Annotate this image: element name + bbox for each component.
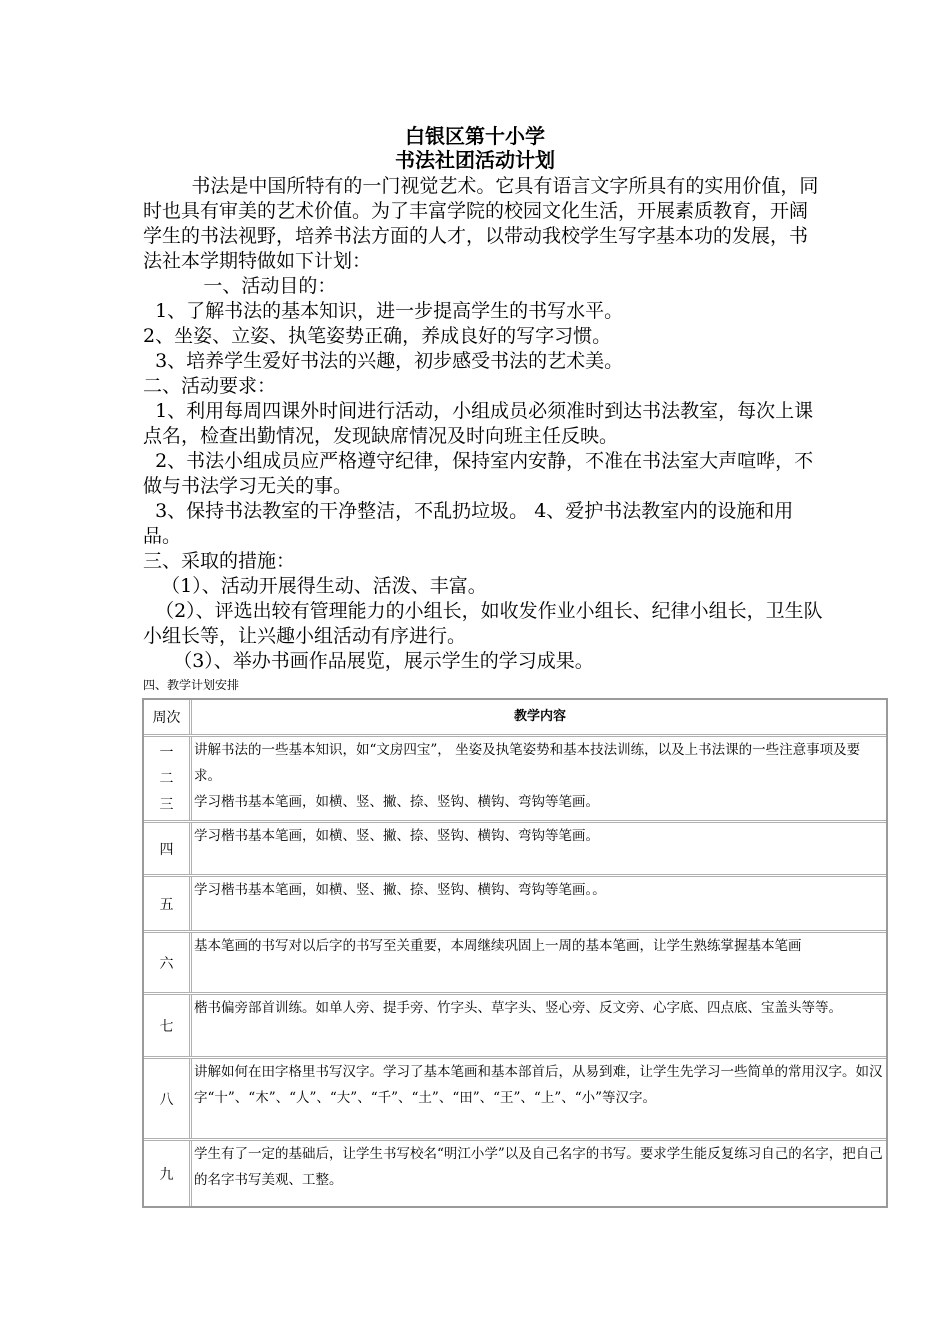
table-header-row	[144, 700, 886, 734]
teaching-plan-table	[142, 698, 888, 1208]
paragraph: 书法是中国所特有的一门视觉艺术。它具有语言文字所具有的实用价值，同时也具有审美的艺术价值。为了丰富学院的校园文化生活，开展素质教育，开阔学生的书法视野，培养书法方面的人才，以带动我校学生写字基本功的发展，书法社本学期特做如下计划：	[143, 175, 819, 272]
content-cell: 讲解书法的一些基本知识，如“文房四宝”， 坐姿及执笔姿势和基本技法训练，以及上书法课的一些注意事项及要求。 学习楷书基本笔画，如横、竖、撇、捺、竖钩、横钩、弯钩等笔画。	[194, 742, 861, 810]
paragraph: 2、书法小组成员应严格遵守纪律，保持室内安静，不准在书法室大声喧哗，不做与书法学习无关的事。	[143, 450, 814, 497]
school-title: 白银区第十小学	[405, 124, 545, 148]
paragraph: 一、活动目的：	[143, 275, 337, 297]
week-label: 一	[159, 744, 174, 761]
table-row	[144, 992, 886, 1056]
table-row	[144, 1056, 886, 1138]
header-week: 周次	[144, 700, 192, 734]
plan-table-heading: 四、教学计划安排	[143, 678, 240, 692]
week-cell: 五	[144, 877, 192, 930]
paragraph: 1、了解书法的基本知识，进一步提高学生的书写水平。	[143, 300, 624, 322]
paragraph: 3、保持书法教室的干净整洁，不乱扔垃圾。 4、爱护书法教室内的设施和用品。	[143, 500, 794, 547]
plan-body	[143, 174, 823, 674]
paragraph: 三、采取的措施：	[143, 550, 296, 572]
content-cell: 楷书偏旁部首训练。如单人旁、提手旁、竹字头、草字头、竖心旁、反文旁、心字底、四点底、宝盖头等等。	[194, 1000, 842, 1016]
table-row	[144, 874, 886, 930]
paragraph: 二、活动要求：	[143, 375, 277, 397]
content-cell: 讲解如何在田字格里书写汉字。学习了基本笔画和基本部首后，从易到难，让学生先学习一些简单的常用汉字。如汉字“十”、“木”、“人”、“大”、“千”、“土”、“田”、“王”、“上”、“小”等汉字。	[194, 1064, 883, 1106]
week-cell: 七	[144, 995, 192, 1056]
paragraph: 2、坐姿、立姿、执笔姿势正确，养成良好的写字习惯。	[143, 325, 612, 347]
table-row	[144, 930, 886, 992]
header-content: 教学内容	[513, 709, 566, 724]
content-cell: 学生有了一定的基础后，让学生书写校名“明江小学”以及自己名字的书写。要求学生能反复练习自己的名字，把自己的名字书写美观、工整。	[194, 1146, 883, 1188]
content-cell: 学习楷书基本笔画，如横、竖、撇、捺、竖钩、横钩、弯钩等笔画。。	[194, 882, 606, 898]
content-cell: 基本笔画的书写对以后字的书写至关重要，本周继续巩固上一周的基本笔画，让学生熟练掌握基本笔画	[194, 938, 802, 954]
paragraph: （2）、评选出较有管理能力的小组长，如收发作业小组长、纪律小组长，卫生队小组长等，让兴趣小组活动有序进行。	[143, 600, 823, 647]
paragraph: （1）、活动开展得生动、活泼、丰富。	[143, 575, 487, 597]
table-row	[144, 820, 886, 874]
paragraph: 1、利用每周四课外时间进行活动，小组成员必须准时到达书法教室，每次上课点名，检查出勤情况，发现缺席情况及时向班主任反映。	[143, 400, 814, 447]
table-row	[144, 1138, 886, 1206]
week-label: 三	[159, 796, 174, 813]
table-row	[144, 734, 886, 820]
paragraph: （3）、举办书画作品展览，展示学生的学习成果。	[143, 650, 594, 672]
week-cell: 九	[144, 1141, 192, 1206]
week-cell	[144, 737, 192, 820]
week-cell: 四	[144, 823, 192, 874]
paragraph: 3、培养学生爱好书法的兴趣，初步感受书法的艺术美。	[143, 350, 624, 372]
week-label: 二	[159, 770, 174, 787]
content-cell: 学习楷书基本笔画，如横、竖、撇、捺、竖钩、横钩、弯钩等笔画。	[194, 828, 599, 844]
plan-title: 书法社团活动计划	[395, 148, 555, 172]
week-cell: 八	[144, 1059, 192, 1138]
week-cell: 六	[144, 933, 192, 992]
